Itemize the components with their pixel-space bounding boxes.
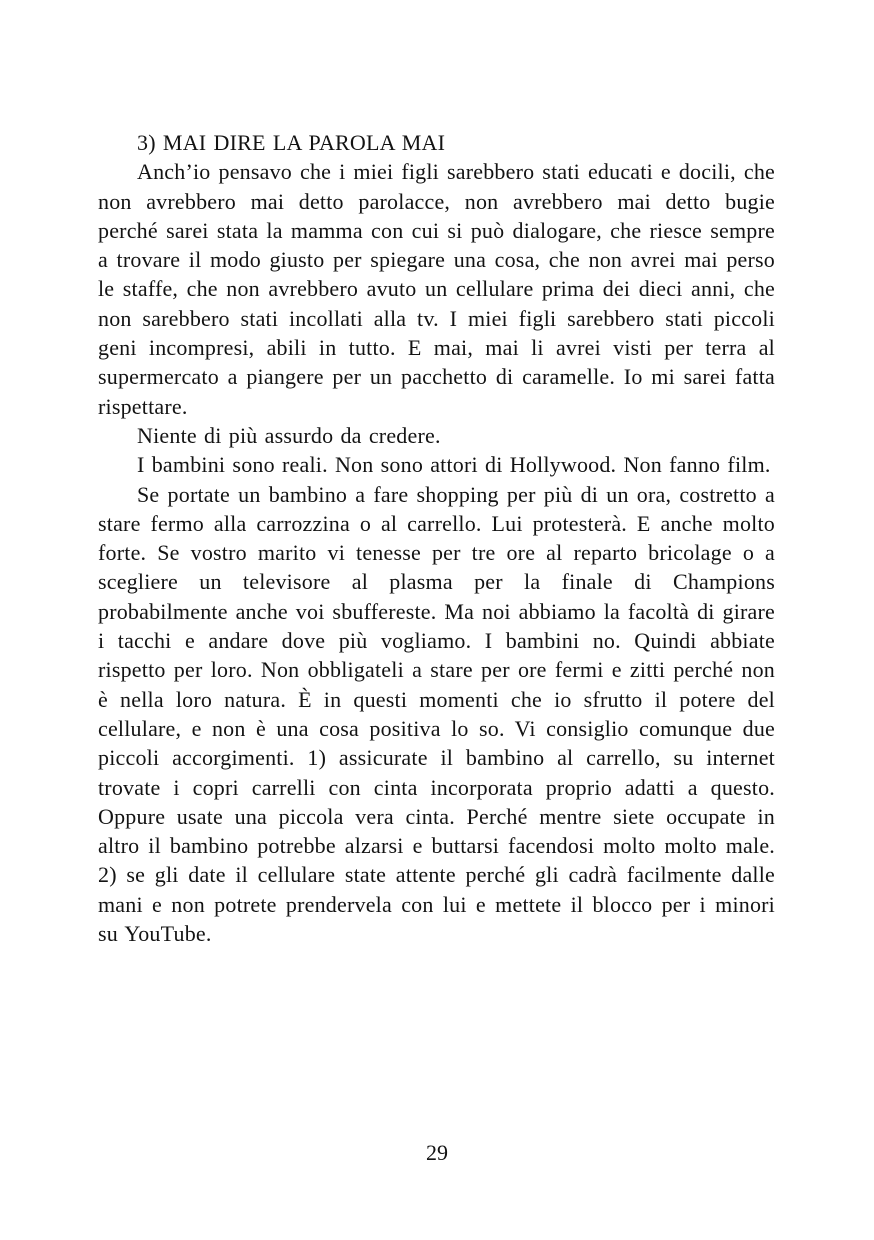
paragraph-3: I bambini sono reali. Non sono attori di Hollywood. Non fanno film.: [137, 452, 771, 478]
paragraph-1: Anch’io pensavo che i miei figli sarebbero stati educati e docili, che non avrebbero mai detto parolacce, non avrebbero mai detto bugie perché sarei stata la mamma con cui si può dialogare, che riesce sempre a trovare il modo giusto per spiegare una cosa, che non avrei mai perso le staffe, che non avrebbero avuto un cellulare prima dei dieci anni, che non sarebbero stati incollati alla tv. I miei figli sarebbero stati piccoli geni incompresi, abili in tutto. E mai, mai li avrei visti per terra al supermercato a piangere per un pacchetto di caramelle. Io mi sarei fatta rispettare.: [98, 159, 775, 419]
paragraph-4: Se portate un bambino a fare shopping per più di un ora, costretto a stare fermo alla carrozzina o al carrello. Lui protesterà. E anche molto forte. Se vostro marito vi tenesse per tre ore al reparto bricolage o a scegliere un televisore al plasma per la finale di Champions probabilmente anche voi sbuffereste. Ma noi abbiamo la facoltà di girare i tacchi e andare dove più vogliamo. I bambini no. Quindi abbiate rispetto per loro. Non obbligateli a stare per ore fermi e zitti perché non è nella loro natura. È in questi momenti che io sfrutto il potere del cellulare, e non è una cosa positiva lo so. Vi consiglio comunque due piccoli accorgimenti. 1) assicurate il bambino al carrello, su internet trovate i copri carrelli con cinta incorporata proprio adatti a questo. Oppure usate una piccola vera cinta. Perché mentre siete occupate in altro il bambino potrebbe alzarsi e buttarsi facendosi molto molto male. 2) se gli date il cellulare state attente perché gli cadrà facilmente dalle mani e non potrete prendervela con lui e mettete il blocco per i minori su YouTube.: [98, 481, 775, 947]
page-number: 29: [426, 1140, 448, 1165]
text-block: [98, 128, 775, 948]
paragraph-2: Niente di più assurdo da credere.: [137, 422, 441, 448]
chapter-heading: 3) MAI DIRE LA PAROLA MAI: [137, 130, 446, 155]
